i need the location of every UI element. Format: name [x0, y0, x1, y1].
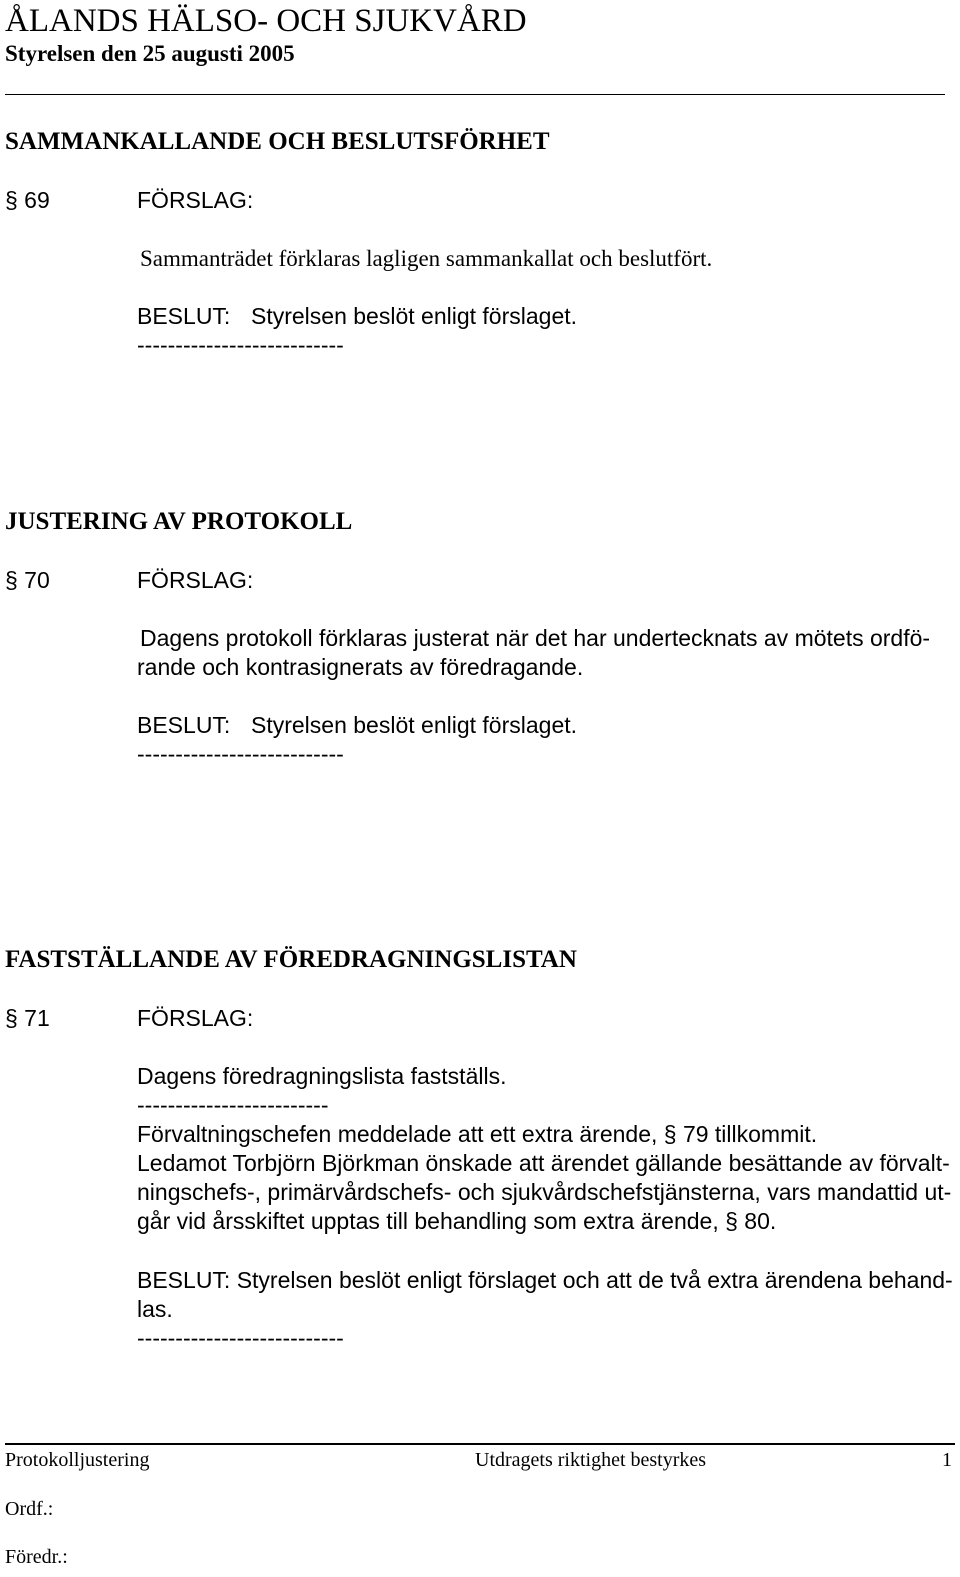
proposal-text-69: Sammanträdet förklaras lagligen sammankallat och beslutfört.: [140, 246, 713, 271]
proposal-label-70: FÖRSLAG:: [137, 567, 254, 593]
decision-label-69: BESLUT:: [137, 303, 231, 329]
note-text-71-line4: går vid årsskiftet upptas till behandling som extra ärende, § 80.: [137, 1208, 777, 1234]
proposal-label-69: FÖRSLAG:: [137, 187, 254, 213]
note-text-71-line1: Förvaltningschefen meddelade att ett extra ärende, § 79 tillkommit.: [137, 1121, 818, 1147]
section-number-70: § 70: [5, 567, 50, 593]
proposal-label-71: FÖRSLAG:: [137, 1005, 254, 1031]
page-number: 1: [942, 1449, 952, 1471]
section-separator-69: ---------------------------: [137, 332, 344, 358]
section-heading-71: FASTSTÄLLANDE AV FÖREDRAGNINGSLISTAN: [5, 946, 577, 973]
organization-title: ÅLANDS HÄLSO- OCH SJUKVÅRD: [5, 3, 527, 39]
section-number-71: § 71: [5, 1005, 50, 1031]
header-divider: [5, 94, 945, 95]
proposal-text-70-line1: Dagens protokoll förklaras justerat när det har undertecknats av mötets ordfö-: [140, 625, 931, 651]
footer-divider: [5, 1443, 955, 1445]
section-heading-69: SAMMANKALLANDE OCH BESLUTSFÖRHET: [5, 128, 550, 155]
meeting-date: Styrelsen den 25 augusti 2005: [5, 41, 295, 66]
decision-text-71-line1: BESLUT: Styrelsen beslöt enligt förslaget och att de två extra ärendena behand-: [137, 1267, 953, 1293]
proposal-text-70-line2: rande och kontrasignerats av föredragande.: [137, 654, 584, 680]
decision-label-70: BESLUT:: [137, 712, 231, 738]
proposal-text-71: Dagens föredragningslista fastställs.: [137, 1063, 507, 1089]
note-text-71-line2: Ledamot Torbjörn Björkman önskade att ärendet gällande besättande av förvalt-: [137, 1150, 950, 1176]
section-separator-70: ---------------------------: [137, 741, 344, 767]
footer-rapporteur-label: Föredr.:: [5, 1546, 68, 1568]
note-text-71-line3: ningschefs-, primärvårdschefs- och sjukvårdschefstjänsterna, vars mandattid ut-: [137, 1179, 952, 1205]
footer-certification: Utdragets riktighet bestyrkes: [475, 1449, 707, 1471]
inner-separator-71: -------------------------: [137, 1092, 329, 1118]
section-heading-70: JUSTERING AV PROTOKOLL: [5, 508, 353, 535]
decision-text-71-line2: las.: [137, 1296, 173, 1322]
decision-text-69: Styrelsen beslöt enligt förslaget.: [251, 303, 578, 329]
footer-protocol-review: Protokolljustering: [5, 1449, 150, 1471]
section-number-69: § 69: [5, 187, 50, 213]
footer-chair-label: Ordf.:: [5, 1498, 54, 1520]
section-separator-71: ---------------------------: [137, 1325, 344, 1351]
decision-text-70: Styrelsen beslöt enligt förslaget.: [251, 712, 578, 738]
